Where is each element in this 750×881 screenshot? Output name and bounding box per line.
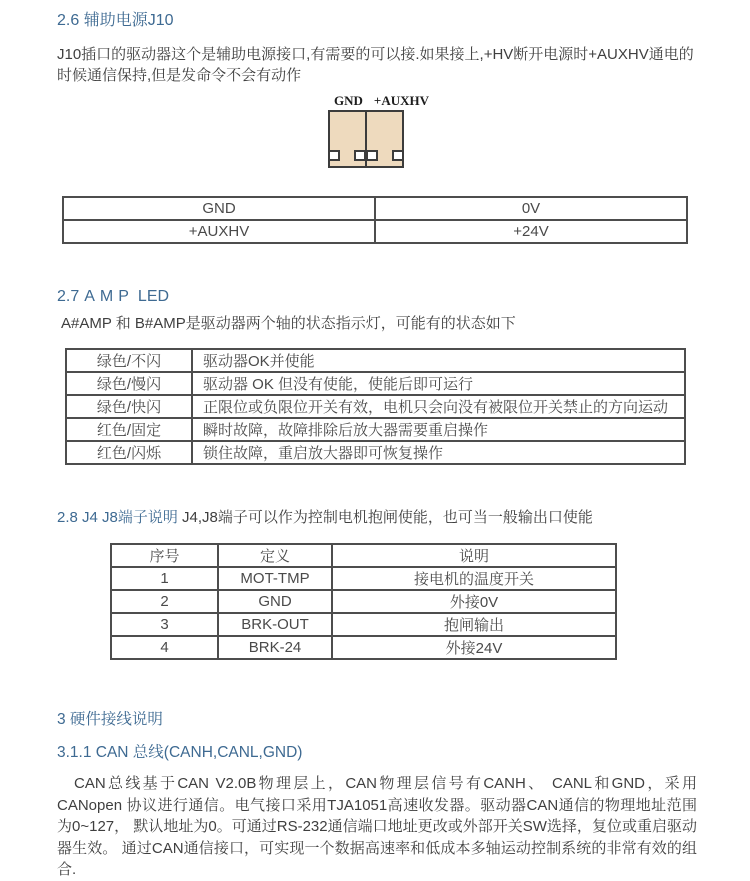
section-2-7-heading	[57, 286, 697, 307]
connector-label-gnd: GND	[334, 93, 363, 108]
led-meaning-cell: 驱动器OK并使能	[192, 349, 685, 372]
table-cell: 0V	[375, 197, 687, 220]
led-state-cell: 绿色/快闪	[66, 395, 192, 418]
pin-number-cell: 2	[111, 590, 218, 613]
connector-pin-notch	[354, 150, 366, 161]
table-cell: +24V	[375, 220, 687, 243]
led-meaning-cell: 正限位或负限位开关有效，电机只会向没有被限位开关禁止的方向运动	[192, 395, 685, 418]
table-row	[66, 418, 685, 441]
table-row	[63, 197, 687, 220]
pin-number-cell: 4	[111, 636, 218, 659]
connector-label-auxhv: +AUXHV	[373, 93, 429, 108]
pin-desc-cell: 外接0V	[332, 590, 616, 613]
pin-name-cell: GND	[218, 590, 332, 613]
connector-pin-notch	[392, 150, 404, 161]
pin-name-cell: BRK-OUT	[218, 613, 332, 636]
table-row	[111, 636, 616, 659]
section-3-heading: 3 硬件接线说明	[57, 711, 163, 728]
amp-led-status-table	[65, 348, 686, 465]
j10-connector-figure	[328, 94, 460, 168]
section-2-8-heading: 2.8 J4 J8端子说明	[57, 509, 178, 526]
pin-name-cell: MOT-TMP	[218, 567, 332, 590]
section-2-6-paragraph: J10插口的驱动器这个是辅助电源接口,有需要的可以接.如果接上,+HV断开电源时+AUXHV通电的时候通信保持,但是发命令不会有动作	[57, 46, 694, 84]
led-meaning-cell: 驱动器 OK 但没有使能，使能后即可运行	[192, 372, 685, 395]
j4-j8-terminal-table	[110, 543, 617, 660]
table-header-row	[111, 544, 616, 567]
pin-name-cell: BRK-24	[218, 636, 332, 659]
table-row	[66, 349, 685, 372]
table-row	[111, 567, 616, 590]
connector-pin-notch	[366, 150, 378, 161]
heading-led: LED	[137, 288, 170, 305]
table-row	[63, 220, 687, 243]
connector-pin-notch	[328, 150, 340, 161]
table-row	[111, 613, 616, 636]
led-state-cell: 红色/闪烁	[66, 441, 192, 464]
table-cell: +AUXHV	[63, 220, 375, 243]
section-3-1-1-heading: 3.1.1 CAN 总线(CANH,CANL,GND)	[57, 744, 303, 761]
table-row	[66, 395, 685, 418]
pin-number-cell: 3	[111, 613, 218, 636]
column-header: 说明	[332, 544, 616, 567]
section-2-6-heading: 2.6 辅助电源J10	[57, 12, 174, 29]
aux-power-table	[62, 196, 688, 244]
led-state-cell: 红色/固定	[66, 418, 192, 441]
table-row	[111, 590, 616, 613]
pin-desc-cell: 外接24V	[332, 636, 616, 659]
section-2-8-text: J4,J8端子可以作为控制电机抱闸使能，也可当一般输出口使能	[177, 509, 593, 526]
table-row	[66, 441, 685, 464]
led-state-cell: 绿色/慢闪	[66, 372, 192, 395]
section-3-1-1-paragraph: CAN总线基于CAN V2.0B物理层上，CAN物理层信号有CANH、 CANL和GND，采用CANopen 协议进行通信。电气接口采用TJA1051高速收发器。驱动器CAN通信的物理地址范围为0~127， 默认地址为0。可通过RS-232通信端口地址更改或外部开关SW选择，复位或重启驱动器生效。 通过CAN通信接口，可实现一个数据高速率和低成本多轴运动控制系统的非常有效的组合.	[57, 775, 697, 878]
section-2-8-line	[57, 507, 697, 528]
pin-desc-cell: 抱闸输出	[332, 613, 616, 636]
section-2-7-paragraph: A#AMP 和 B#AMP是驱动器两个轴的状态指示灯，可能有的状态如下	[61, 315, 516, 332]
connector-pin-labels	[334, 94, 429, 108]
table-row	[66, 372, 685, 395]
column-header: 定义	[218, 544, 332, 567]
led-meaning-cell: 瞬时故障，故障排除后放大器需要重启操作	[192, 418, 685, 441]
led-meaning-cell: 锁住故障，重启放大器即可恢复操作	[192, 441, 685, 464]
pin-number-cell: 1	[111, 567, 218, 590]
heading-amp: AMP	[84, 288, 134, 305]
column-header: 序号	[111, 544, 218, 567]
table-cell: GND	[63, 197, 375, 220]
led-state-cell: 绿色/不闪	[66, 349, 192, 372]
pin-desc-cell: 接电机的温度开关	[332, 567, 616, 590]
heading-number: 2.7	[57, 288, 80, 305]
connector-body	[328, 110, 404, 168]
